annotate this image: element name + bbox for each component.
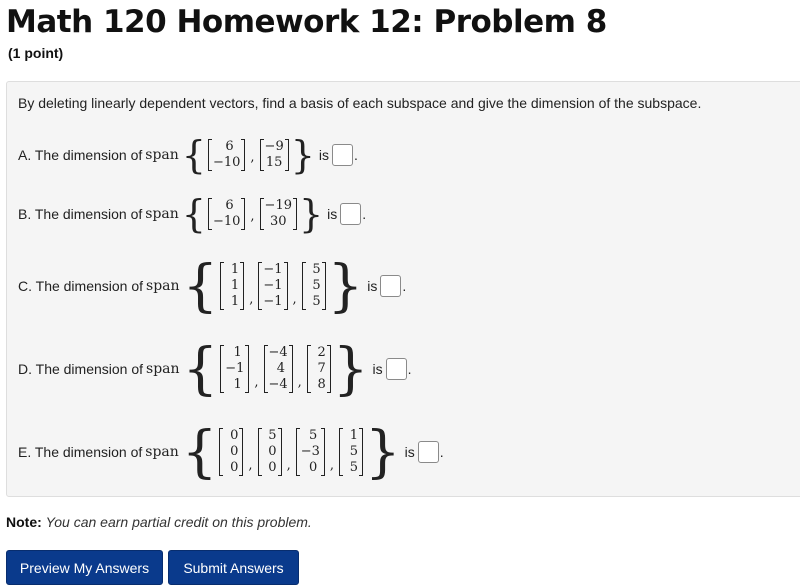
vector	[260, 198, 297, 230]
span-word: span	[145, 206, 179, 222]
vector	[296, 428, 325, 476]
comma: ,	[250, 150, 255, 165]
comma: ,	[248, 458, 253, 473]
vector-entry: −4	[268, 345, 288, 360]
vector-entry: 1	[349, 428, 359, 443]
problem-prompt: By deleting linearly dependent vectors, find a basis of each subspace and give the dimension of the subspace.	[18, 95, 702, 111]
span-word: span	[145, 147, 179, 163]
vector	[307, 345, 331, 393]
vector-entry: 0	[309, 460, 318, 475]
comma: ,	[286, 458, 291, 473]
page-title: Math 120 Homework 12: Problem 8	[6, 4, 607, 40]
vector-entry: −4	[268, 377, 288, 392]
right-brace: }	[290, 133, 315, 177]
vector-entry: 8	[317, 377, 326, 392]
part-e-label: E. The dimension of	[18, 444, 143, 460]
span-word: span	[146, 278, 180, 294]
vector-entry: −1	[263, 278, 283, 293]
note-label: Note:	[6, 514, 42, 530]
vector-entry: 1	[233, 377, 242, 392]
vector-entry: 0	[268, 444, 277, 459]
vector-entry: 4	[276, 361, 286, 376]
left-brace: {	[181, 192, 206, 236]
left-brace: {	[182, 253, 219, 319]
part-c-label: C. The dimension of	[18, 278, 144, 294]
part-b	[18, 194, 366, 234]
vector-entry: −1	[263, 294, 283, 309]
vector-entry: 1	[230, 294, 240, 309]
note	[6, 514, 312, 530]
preview-answers-button[interactable]: Preview My Answers	[6, 550, 163, 585]
right-brace: }	[365, 419, 401, 485]
vector-entry: −19	[264, 198, 292, 213]
vector-entry: 6	[225, 198, 234, 213]
part-a	[18, 135, 358, 175]
part-d-label: D. The dimension of	[18, 361, 144, 377]
part-e	[18, 421, 444, 483]
submit-answers-button[interactable]: Submit Answers	[168, 550, 299, 585]
vector-entry: 1	[230, 278, 240, 293]
period: .	[354, 147, 358, 163]
vector	[260, 139, 289, 171]
vector-entry: 5	[309, 428, 318, 443]
left-brace: {	[182, 336, 219, 402]
vector-entry: 0	[230, 460, 239, 475]
vector	[208, 198, 245, 230]
part-b-label: B. The dimension of	[18, 206, 143, 222]
right-brace: }	[298, 192, 324, 236]
left-brace: {	[181, 133, 206, 177]
points-label: (1 point)	[8, 45, 64, 61]
vector-entry: 5	[312, 278, 321, 293]
vector-entry: 5	[349, 460, 359, 475]
vector-entry: −9	[264, 139, 284, 154]
answer-input-e[interactable]	[418, 441, 439, 463]
vector	[264, 345, 293, 393]
vector	[258, 428, 282, 476]
note-text: You can earn partial credit on this problem.	[45, 514, 312, 530]
part-a-label: A. The dimension of	[18, 147, 143, 163]
period: .	[407, 361, 412, 377]
vector-entry: 5	[349, 444, 359, 459]
vector-entry: 0	[230, 444, 239, 459]
is-word: is	[372, 361, 383, 377]
comma: ,	[254, 375, 259, 390]
vector-entry: 1	[233, 345, 242, 360]
vector	[302, 262, 326, 310]
vector-entry: −1	[225, 361, 245, 376]
right-brace: }	[332, 336, 369, 402]
vector	[339, 428, 363, 476]
is-word: is	[327, 206, 338, 222]
vector	[219, 428, 243, 476]
vector-entry: −10	[212, 214, 241, 229]
vector	[220, 345, 249, 393]
comma: ,	[297, 375, 302, 390]
answer-input-c[interactable]	[380, 275, 401, 297]
vector-entry: 0	[268, 460, 277, 475]
comma: ,	[329, 458, 335, 473]
span-word: span	[145, 444, 179, 460]
span-word: span	[146, 361, 180, 377]
vector	[208, 139, 245, 171]
vector	[220, 262, 244, 310]
vector-entry: −3	[300, 444, 320, 459]
right-brace: }	[327, 253, 364, 319]
part-d	[18, 338, 411, 400]
vector-entry: 0	[230, 428, 239, 443]
vector-entry: 2	[317, 345, 326, 360]
vector-entry: 7	[317, 361, 326, 376]
is-word: is	[318, 147, 330, 163]
answer-input-b[interactable]	[340, 203, 361, 225]
vector-entry: 5	[312, 262, 321, 277]
part-c	[18, 255, 406, 317]
period: .	[402, 278, 407, 294]
vector-entry: −1	[263, 262, 283, 277]
period: .	[439, 444, 444, 460]
vector-entry: 15	[265, 155, 283, 170]
vector-entry: 30	[269, 214, 287, 229]
comma: ,	[249, 292, 254, 307]
is-word: is	[367, 278, 378, 294]
vector-entry: 1	[230, 262, 240, 277]
answer-input-a[interactable]	[332, 144, 353, 166]
is-word: is	[404, 444, 415, 460]
period: .	[362, 206, 367, 222]
answer-input-d[interactable]	[386, 358, 407, 380]
vector-entry: 5	[312, 294, 321, 309]
vector-entry: −10	[212, 155, 241, 170]
comma: ,	[292, 292, 297, 307]
comma: ,	[250, 209, 255, 224]
vector	[258, 262, 287, 310]
left-brace: {	[181, 419, 218, 485]
vector-entry: 5	[268, 428, 277, 443]
vector-entry: 6	[225, 139, 234, 154]
